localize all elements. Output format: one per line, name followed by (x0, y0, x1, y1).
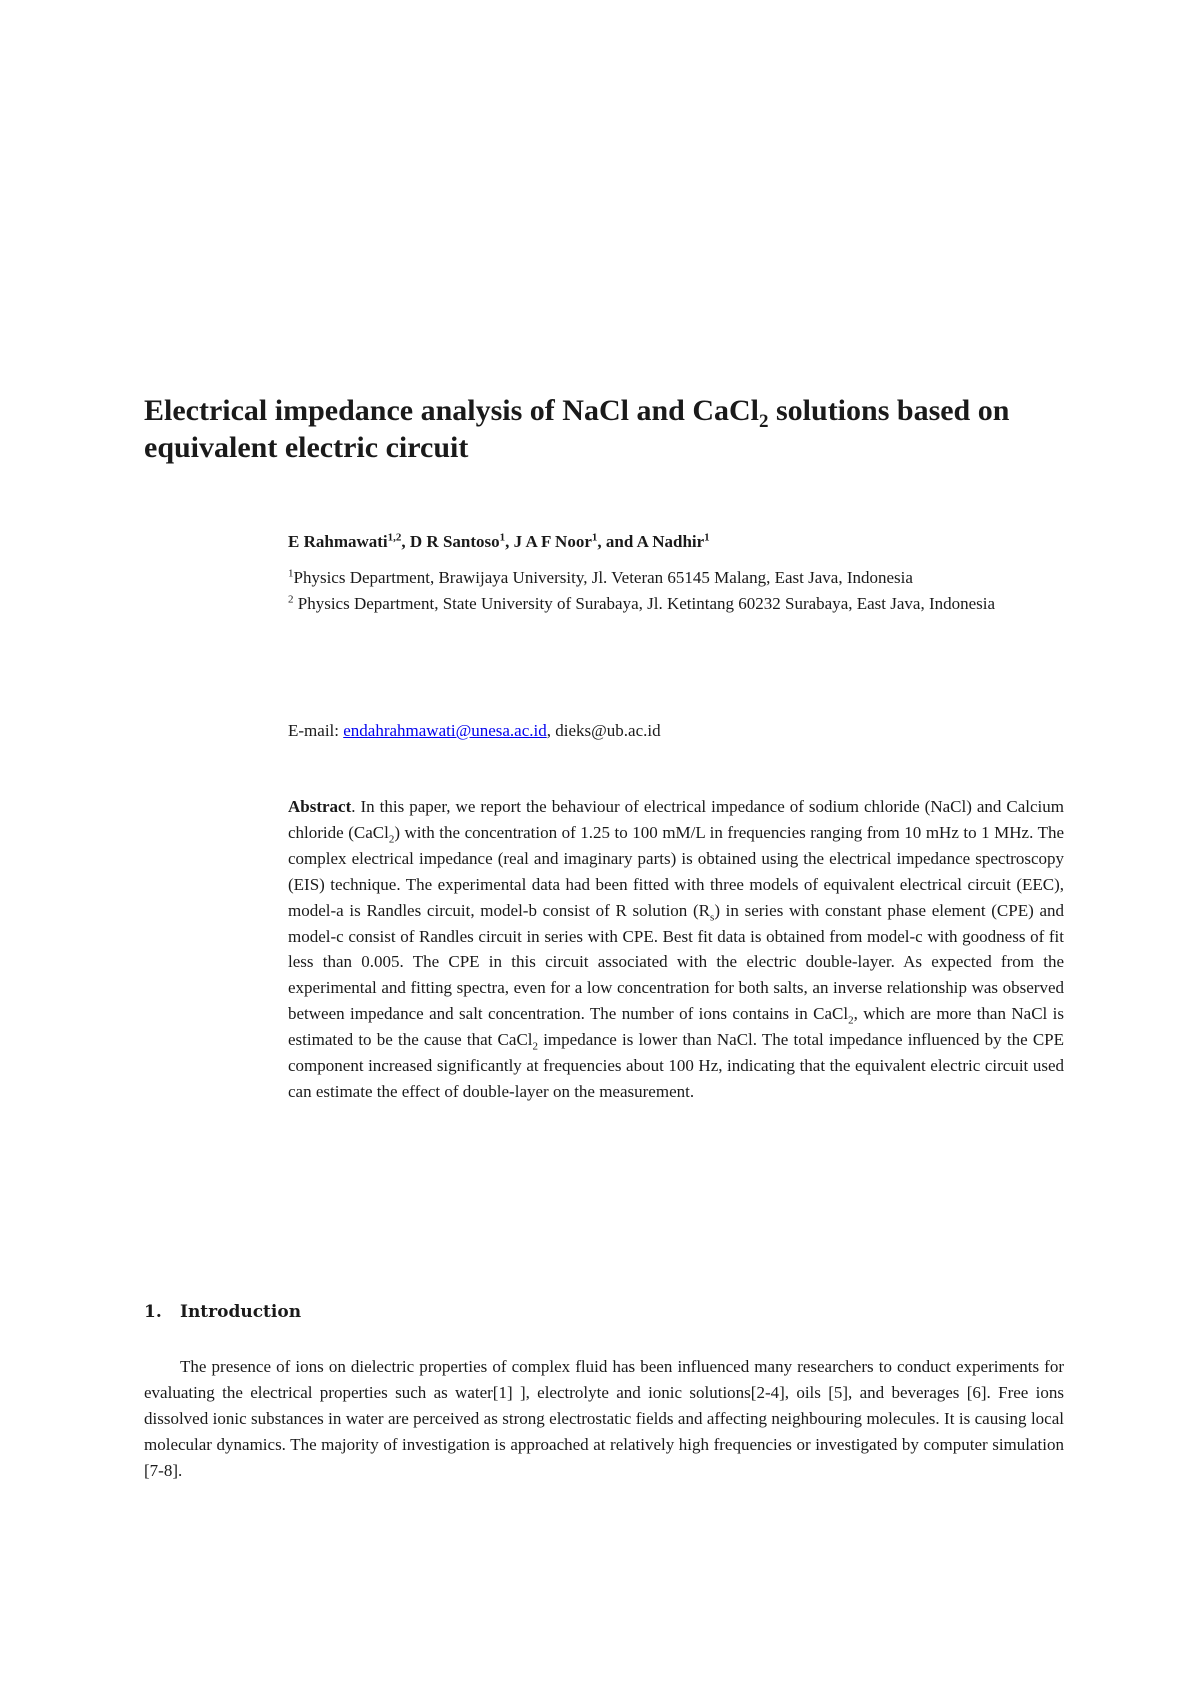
email-secondary: , dieks@ub.ac.id (546, 721, 661, 740)
abstract: Abstract. In this paper, we report the behaviour of electrical impedance of sodium chloride (NaCl) and Calcium chloride (CaCl$_2$) with the concentration of 1.25 to 100 mM/L in frequencies ranging from 10 mHz to 1 MHz. The complex electrical impedance (real and imaginary parts) is obtained using the electrical impedance spectroscopy (EIS) technique. The experimental data had been fitted with three models of equivalent electrical circuit (EEC), model-a is Randles circuit, model-b consist of R solution $(R_s)$ in series with constant phase element (CPE) and model-c consist of Randles circuit in series with CPE. Best fit data is obtained from model-c with goodness of fit less than 0.005. The CPE in this circuit associated with the electric double-layer. As expected from the experimental and fitting spectra, even for a low concentration for both salts, an inverse relationship was observed between impedance and salt concentration. The number of ions contains in CaCl$_2$, which are more than NaCl is estimated to be the cause that CaCl$_2$ impedance is lower than NaCl. The total impedance influenced by the CPE component increased significantly at frequencies about 100 Hz, indicating that the equivalent electric circuit used can estimate the effect of double-layer on the measurement. (288, 797, 1065, 1101)
section-heading-introduction (144, 1300, 644, 1324)
author-name: A Nadhir (636, 532, 705, 551)
author-affiliation-mark: 1 (591, 531, 598, 544)
title-subscript: 2 (759, 411, 769, 432)
introduction-paragraph: The presence of ions on dielectric properties of complex fluid has been influenced many researchers to conduct experiments for evaluating the electrical properties such as water[1] ], electrolyte and ionic solutions[2-4], oils [5], and beverages [6]. Free ions dissolved ionic substances in water are perceived as strong electrostatic fields and affecting neighbouring molecules. It is causing local molecular dynamics. The majority of investigation is approached at relatively high frequencies or investigated by computer simulation [7-8]. (144, 1357, 1064, 1480)
author-affiliation-mark: 1 (704, 531, 710, 544)
affiliations (288, 565, 1048, 617)
affiliation-1: $^1$Physics Department, Brawijaya University, Jl. Veteran 65145 Malang, East Java, Indonesia (288, 567, 913, 587)
abstract-label: Abstract (288, 797, 352, 816)
author-name: J A F Noor (513, 532, 592, 551)
author-affiliation-mark: 1,2 (387, 531, 402, 544)
email-line (288, 718, 1048, 744)
email-link[interactable]: endahrahmawati@unesa.ac.id (343, 721, 547, 740)
author-list: E Rahmawati$^{1,2}$, D R Santoso$^1$, J A F Noor$^1$, and A Nadhir$^1$ (288, 531, 710, 551)
author-name: D R Santoso (409, 532, 500, 551)
section-number: 1. (144, 1302, 162, 1322)
affiliation-2: $^2$ Physics Department, State University of Surabaya, Jl. Ketintang 60232 Surabaya, East Java, Indonesia (288, 593, 996, 613)
email-label: E-mail: (288, 721, 344, 740)
author-name: E Rahmawati (288, 532, 388, 551)
section-title: Introduction (180, 1302, 302, 1322)
author-affiliation-mark: 1 (499, 531, 506, 544)
paper-title: Electrical impedance analysis of NaCl and CaCl$_2$ solutions based on equivalent electric circuit (144, 394, 1010, 464)
